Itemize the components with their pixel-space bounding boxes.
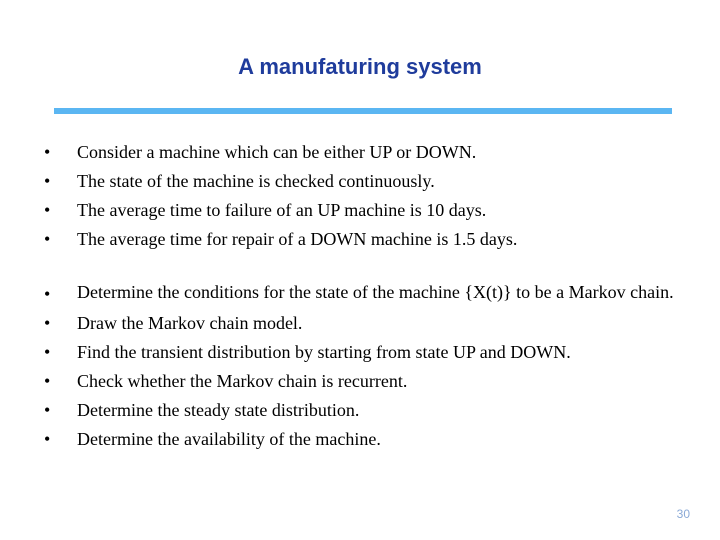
bullet-item — [44, 338, 684, 367]
bullet-item — [44, 138, 684, 167]
bullet-text: Determine the conditions for the state of the machine {X(t)} to be a Markov chain. — [77, 282, 674, 302]
bullet-text: Determine the steady state distribution. — [77, 400, 360, 420]
bullet-text: Consider a machine which can be either UP or DOWN. — [77, 142, 477, 162]
bullet-icon: • — [44, 200, 51, 220]
bullet-list-tasks — [44, 280, 684, 454]
bullet-icon: • — [44, 229, 51, 249]
bullet-text: Determine the availability of the machine. — [77, 429, 381, 449]
bullet-item — [44, 196, 684, 225]
bullet-list-problem — [44, 138, 684, 254]
bullet-icon: • — [44, 313, 51, 333]
bullet-item — [44, 396, 684, 425]
bullet-item — [44, 167, 684, 196]
bullet-text: The average time to failure of an UP machine is 10 days. — [77, 200, 487, 220]
page-number: 30 — [676, 507, 690, 521]
bullet-icon: • — [44, 142, 51, 162]
bullet-text: Draw the Markov chain model. — [77, 313, 303, 333]
title-divider — [54, 108, 672, 114]
bullet-text: Find the transient distribution by starting from state UP and DOWN. — [77, 342, 571, 362]
bullet-icon: • — [44, 429, 51, 449]
bullet-icon: • — [44, 171, 51, 191]
bullet-item — [44, 425, 684, 454]
bullet-item — [44, 225, 684, 254]
bullet-text: The average time for repair of a DOWN machine is 1.5 days. — [77, 229, 518, 249]
bullet-icon: • — [44, 400, 51, 420]
bullet-item — [44, 367, 684, 396]
bullet-icon: • — [44, 371, 51, 391]
bullet-text: The state of the machine is checked continuously. — [77, 171, 435, 191]
bullet-item — [44, 309, 684, 338]
slide-title: A manufaturing system — [238, 54, 482, 79]
bullet-icon: • — [44, 284, 51, 304]
bullet-icon: • — [44, 342, 51, 362]
bullet-text: Check whether the Markov chain is recurrent. — [77, 371, 408, 391]
bullet-item — [44, 280, 684, 309]
